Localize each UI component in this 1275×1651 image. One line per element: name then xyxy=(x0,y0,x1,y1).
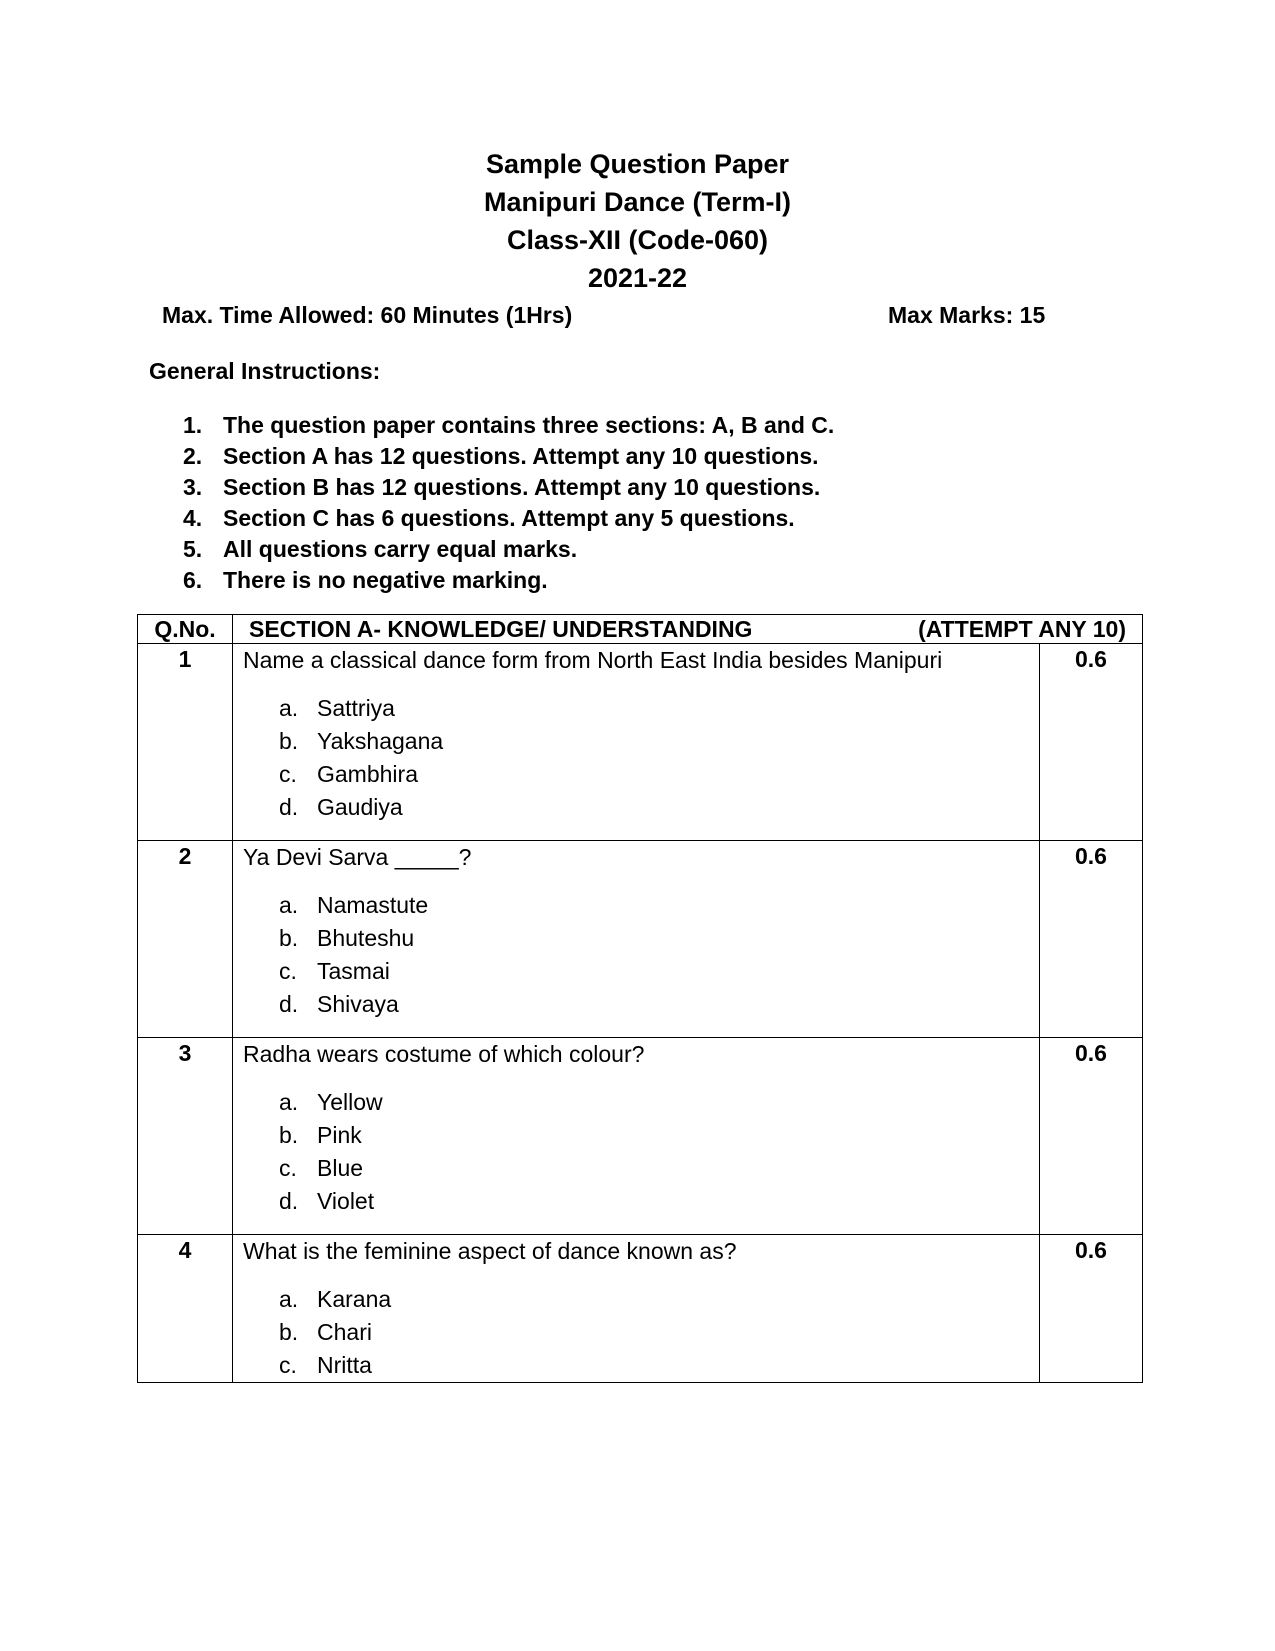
option-item xyxy=(279,1316,1029,1349)
option-text: Shivaya xyxy=(317,991,399,1017)
question-text: Radha wears costume of which colour? xyxy=(243,1041,645,1067)
option-text: Gambhira xyxy=(317,761,418,787)
instruction-text: There is no negative marking. xyxy=(223,567,548,593)
table-row xyxy=(138,841,1143,1038)
instructions-heading: General Instructions: xyxy=(149,358,381,384)
qno-header: Q.No. xyxy=(138,615,233,644)
meta-row xyxy=(162,302,1062,336)
instruction-item xyxy=(183,565,834,596)
paper-title xyxy=(0,145,1275,297)
option-letter: b. xyxy=(279,1122,299,1148)
option-item xyxy=(279,988,1029,1021)
option-item xyxy=(279,922,1029,955)
option-text: Namastute xyxy=(317,892,429,918)
question-number: 4 xyxy=(138,1235,233,1383)
section-note: (ATTEMPT ANY 10) xyxy=(918,616,1126,642)
option-text: Pink xyxy=(317,1122,362,1148)
option-item xyxy=(279,1349,1029,1382)
option-item xyxy=(279,758,1029,791)
option-text: Violet xyxy=(317,1188,375,1214)
question-text: Name a classical dance form from North East India besides Manipuri xyxy=(243,647,943,673)
question-cell xyxy=(233,1038,1040,1235)
question-marks: 0.6 xyxy=(1040,1235,1143,1383)
option-letter: d. xyxy=(279,1188,299,1214)
question-cell xyxy=(233,1235,1040,1383)
option-text: Gaudiya xyxy=(317,794,403,820)
question-number: 2 xyxy=(138,841,233,1038)
title-line: 2021-22 xyxy=(587,263,688,293)
option-letter: d. xyxy=(279,794,299,820)
option-item xyxy=(279,1152,1029,1185)
title-line: Sample Question Paper xyxy=(485,149,790,179)
option-item xyxy=(279,1283,1029,1316)
question-cell xyxy=(233,644,1040,841)
max-marks: Max Marks: 15 xyxy=(888,302,1046,328)
question-text: What is the feminine aspect of dance known as? xyxy=(243,1238,737,1264)
option-letter: b. xyxy=(279,1319,299,1345)
option-letter: d. xyxy=(279,991,299,1017)
option-letter: c. xyxy=(279,958,297,984)
option-item xyxy=(279,1086,1029,1119)
option-item xyxy=(279,1119,1029,1152)
option-letter: b. xyxy=(279,728,299,754)
instruction-text: All questions carry equal marks. xyxy=(223,536,578,562)
question-cell xyxy=(233,841,1040,1038)
instruction-number: 4. xyxy=(183,505,203,531)
instruction-number: 2. xyxy=(183,443,203,469)
section-title: SECTION A- KNOWLEDGE/ UNDERSTANDING xyxy=(249,616,753,642)
instruction-text: The question paper contains three sections: A, B and C. xyxy=(223,412,835,438)
question-table xyxy=(137,614,1143,1383)
instruction-text: Section A has 12 questions. Attempt any 10 questions. xyxy=(223,443,819,469)
option-letter: c. xyxy=(279,761,297,787)
options-list xyxy=(243,692,1029,824)
question-marks: 0.6 xyxy=(1040,1038,1143,1235)
table-row xyxy=(138,1038,1143,1235)
option-item xyxy=(279,889,1029,922)
option-item xyxy=(279,1185,1029,1218)
option-text: Tasmai xyxy=(317,958,390,984)
option-item xyxy=(279,725,1029,758)
option-text: Yakshagana xyxy=(317,728,444,754)
instruction-number: 3. xyxy=(183,474,203,500)
option-item xyxy=(279,955,1029,988)
option-letter: c. xyxy=(279,1352,297,1378)
option-letter: c. xyxy=(279,1155,297,1181)
option-text: Yellow xyxy=(317,1089,383,1115)
option-text: Karana xyxy=(317,1286,392,1312)
time-allowed: Max. Time Allowed: 60 Minutes (1Hrs) xyxy=(162,302,573,328)
question-text: Ya Devi Sarva _____? xyxy=(243,844,472,870)
instruction-number: 5. xyxy=(183,536,203,562)
option-text: Blue xyxy=(317,1155,364,1181)
table-header-row xyxy=(138,615,1143,644)
option-letter: a. xyxy=(279,1089,299,1115)
instruction-item xyxy=(183,503,834,534)
instruction-item xyxy=(183,410,834,441)
instruction-text: Section C has 6 questions. Attempt any 5 questions. xyxy=(223,505,795,531)
instruction-text: Section B has 12 questions. Attempt any 10 questions. xyxy=(223,474,821,500)
instructions-list xyxy=(183,410,834,596)
option-text: Chari xyxy=(317,1319,372,1345)
question-marks: 0.6 xyxy=(1040,644,1143,841)
table-row xyxy=(138,644,1143,841)
options-list xyxy=(243,889,1029,1021)
section-header xyxy=(233,615,1143,644)
instruction-item xyxy=(183,534,834,565)
question-number: 3 xyxy=(138,1038,233,1235)
option-item xyxy=(279,692,1029,725)
instruction-number: 1. xyxy=(183,412,203,438)
option-text: Sattriya xyxy=(317,695,395,721)
option-item xyxy=(279,791,1029,824)
options-list xyxy=(243,1086,1029,1218)
option-letter: a. xyxy=(279,1286,299,1312)
title-line: Class-XII (Code-060) xyxy=(506,225,769,255)
question-number: 1 xyxy=(138,644,233,841)
options-list xyxy=(243,1283,1029,1382)
option-letter: a. xyxy=(279,695,299,721)
option-letter: b. xyxy=(279,925,299,951)
question-marks: 0.6 xyxy=(1040,841,1143,1038)
title-line: Manipuri Dance (Term-I) xyxy=(483,187,792,217)
option-letter: a. xyxy=(279,892,299,918)
instruction-item xyxy=(183,472,834,503)
option-text: Nritta xyxy=(317,1352,372,1378)
instruction-number: 6. xyxy=(183,567,203,593)
option-text: Bhuteshu xyxy=(317,925,415,951)
instruction-item xyxy=(183,441,834,472)
table-row xyxy=(138,1235,1143,1383)
